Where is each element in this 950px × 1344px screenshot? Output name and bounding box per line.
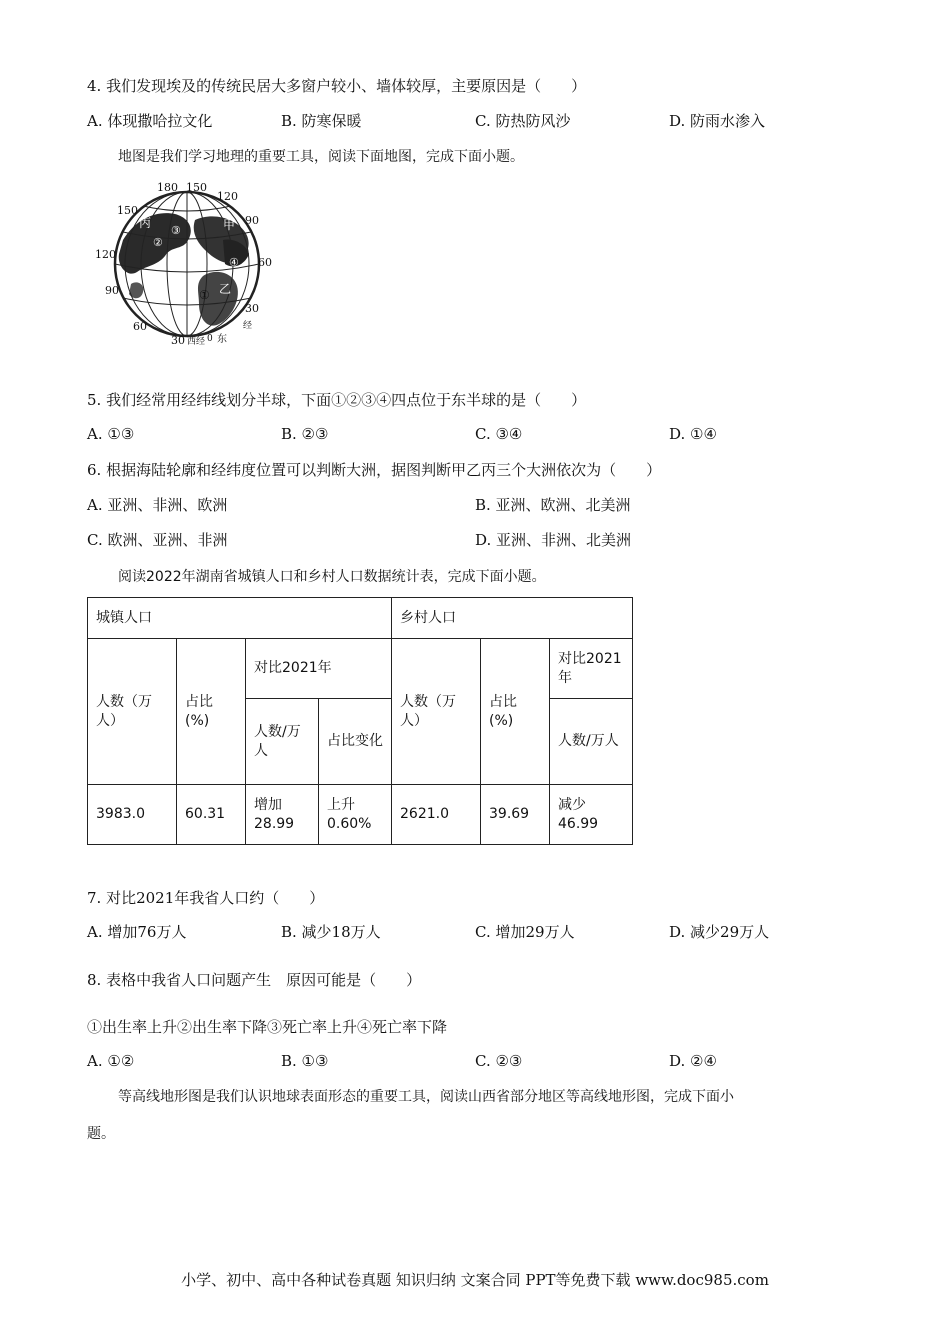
map-label-yi: 乙: [219, 282, 232, 296]
question-4-stem: 4. 我们发现埃及的传统民居大多窗户较小、墙体较厚，主要原因是（ ）: [87, 77, 587, 95]
map-point-4: ④: [229, 256, 239, 269]
question-6-stem: 6. 根据海陆轮廓和经纬度位置可以判断大洲，据图判断甲乙丙三个大洲依次为（ ）: [87, 461, 662, 479]
header-urban-people: 人数（万人）: [88, 639, 177, 785]
cell-rural-people: 2621.0: [392, 785, 481, 845]
map-label-120-left: 120: [95, 248, 116, 261]
cell-urban-change: 增加28.99: [246, 785, 319, 845]
map-label-west-longitude: 西经: [187, 337, 206, 347]
map-label-jia: 甲: [223, 218, 236, 232]
contour-intro-line-1: 等高线地形图是我们认识地球表面形态的重要工具，阅读山西省部分地区等高线地形图，完成下面小: [118, 1089, 734, 1105]
header-urban: 城镇人口: [88, 598, 392, 639]
q7-option-c: C. 增加29万人: [475, 923, 575, 941]
question-5-stem: 5. 我们经常用经纬线划分半球，下面①②③④四点位于东半球的是（ ）: [87, 391, 587, 409]
cell-rural-change: 减少46.99: [550, 785, 633, 845]
q6-option-d: D. 亚洲、非洲、北美洲: [475, 531, 632, 549]
map-intro: 地图是我们学习地理的重要工具，阅读下面地图，完成下面小题。: [118, 149, 524, 165]
question-8-stem: 8. 表格中我省人口问题产生 原因可能是（ ）: [87, 971, 422, 989]
map-label-150-top: 150: [186, 181, 207, 194]
globe-map: [95, 180, 280, 350]
map-label-zero: 0: [207, 334, 213, 344]
map-label-90-left: 90: [105, 284, 119, 297]
map-label-60-left: 60: [133, 320, 147, 333]
cell-urban-ratio: 60.31: [177, 785, 246, 845]
q8-option-c: C. ②③: [475, 1052, 523, 1070]
contour-intro-line-2: 题。: [87, 1126, 115, 1142]
q7-option-d: D. 减少29万人: [669, 923, 770, 941]
header-rural-compare: 对比2021年: [550, 639, 633, 699]
population-table: [87, 597, 633, 845]
cell-rural-ratio: 39.69: [481, 785, 550, 845]
question-7-stem: 7. 对比2021年我省人口约（ ）: [87, 889, 325, 907]
q6-option-b: B. 亚洲、欧洲、北美洲: [475, 496, 631, 514]
map-label-60-right: 60: [258, 256, 272, 269]
q4-option-b: B. 防寒保暖: [281, 112, 362, 130]
header-urban-ratio-change: 占比变化: [319, 699, 392, 785]
q6-option-a: A. 亚洲、非洲、欧洲: [87, 496, 228, 514]
map-label-jing: 经: [243, 321, 253, 331]
map-point-1: ①: [199, 288, 210, 302]
map-label-150-left: 150: [117, 204, 138, 217]
header-rural-people: 人数（万人）: [392, 639, 481, 785]
q5-option-b: B. ②③: [281, 425, 329, 443]
q7-option-b: B. 减少18万人: [281, 923, 381, 941]
q5-option-c: C. ③④: [475, 425, 523, 443]
map-label-east: 东: [217, 334, 227, 345]
q8-option-d: D. ②④: [669, 1052, 717, 1070]
q4-option-a: A. 体现撒哈拉文化: [87, 112, 213, 130]
table-intro: 阅读2022年湖南省城镇人口和乡村人口数据统计表，完成下面小题。: [118, 569, 546, 585]
header-rural-people-change: 人数/万人: [550, 699, 633, 785]
q4-option-d: D. 防雨水渗入: [669, 112, 766, 130]
map-label-90-right: 90: [245, 214, 259, 227]
header-urban-compare: 对比2021年: [246, 639, 392, 699]
question-8-statements: ①出生率上升②出生率下降③死亡率上升④死亡率下降: [87, 1018, 448, 1036]
map-point-3: ③: [171, 224, 181, 237]
map-label-120-top: 120: [217, 190, 238, 203]
q5-option-a: A. ①③: [87, 425, 135, 443]
map-point-2: ②: [153, 236, 163, 249]
q4-option-c: C. 防热防风沙: [475, 112, 571, 130]
q6-option-c: C. 欧洲、亚洲、非洲: [87, 531, 228, 549]
map-label-180: 180: [157, 181, 178, 194]
header-rural: 乡村人口: [392, 598, 633, 639]
map-label-30-right: 30: [245, 302, 259, 315]
q8-option-b: B. ①③: [281, 1052, 329, 1070]
cell-urban-people: 3983.0: [88, 785, 177, 845]
map-label-30-bottom: 30: [171, 334, 185, 347]
page-footer: 小学、初中、高中各种试卷真题 知识归纳 文案合同 PPT等免费下载 www.doc985.com: [181, 1271, 769, 1289]
q7-option-a: A. 增加76万人: [87, 923, 187, 941]
header-rural-ratio: 占比(%): [481, 639, 550, 785]
map-label-bing: 丙: [139, 216, 152, 230]
header-urban-people-change: 人数/万人: [246, 699, 319, 785]
cell-urban-ratio-change: 上升0.60%: [319, 785, 392, 845]
q5-option-d: D. ①④: [669, 425, 717, 443]
q8-option-a: A. ①②: [87, 1052, 135, 1070]
header-urban-ratio: 占比(%): [177, 639, 246, 785]
